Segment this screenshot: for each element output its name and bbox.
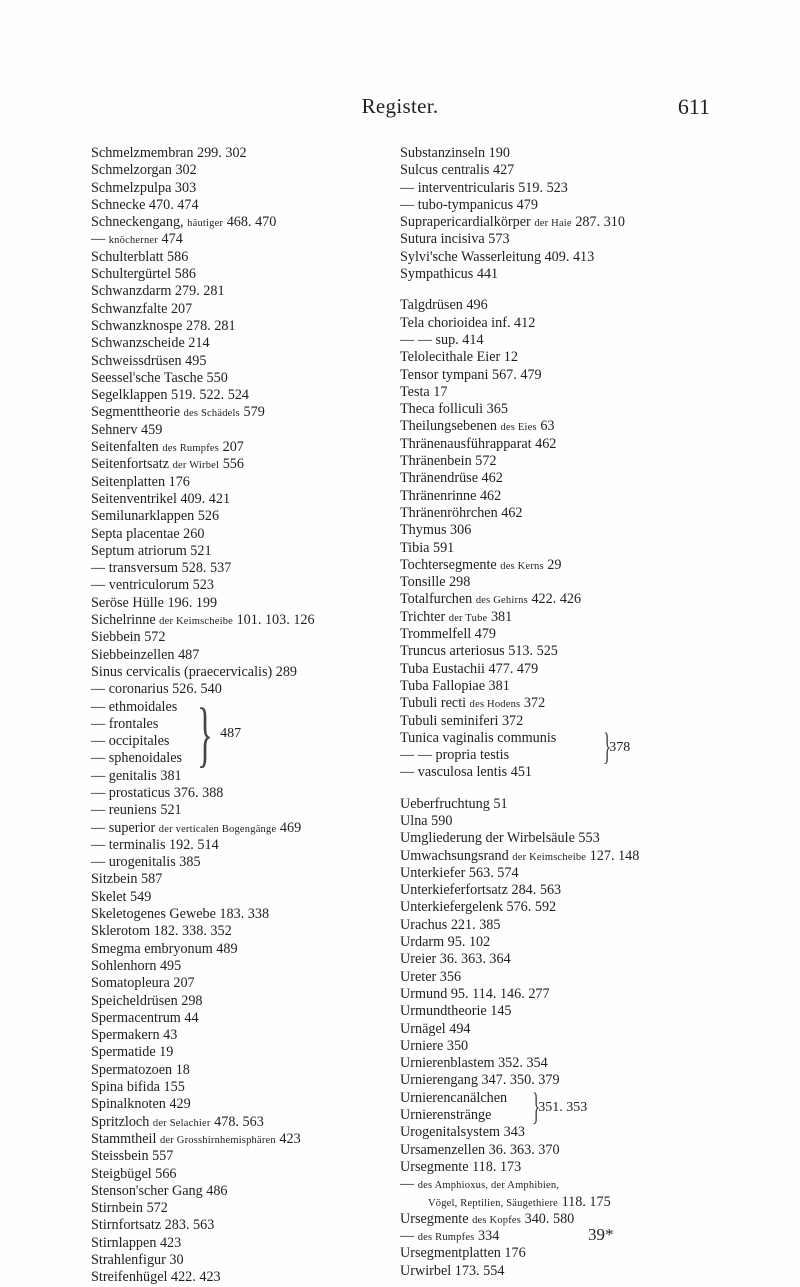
index-entry: Spermacentrum 44 (91, 1009, 199, 1026)
index-entry: Totalfurchen des Gehirns 422. 426 (400, 591, 582, 608)
index-entry: Testa 17 (400, 383, 448, 400)
index-entry: Ureier 36. 363. 364 (400, 951, 511, 968)
index-entry: — frontales (91, 715, 159, 732)
index-entry: Sympathicus 441 (400, 266, 499, 283)
brace-urnieren-group: } 351. 353 (532, 1086, 588, 1129)
index-entry: Urmundtheorie 145 (400, 1003, 512, 1020)
index-entry: — genitalis 381 (91, 767, 182, 784)
index-entry: Substanzinseln 190 (400, 145, 510, 161)
index-entry: Urmund 95. 114. 146. 277 (400, 985, 550, 1002)
index-entry: — transversum 528. 537 (91, 560, 232, 577)
index-entry: Schneckengang, häutiger 468. 470 (91, 214, 277, 231)
index-entry: — terminalis 192. 514 (91, 836, 219, 853)
index-entry: Ureter 356 (400, 968, 462, 985)
index-entry: Urachus 221. 385 (400, 916, 501, 933)
index-entry: Stirnlappen 423 (91, 1234, 182, 1251)
index-entry: Steissbein 557 (91, 1148, 174, 1165)
index-entry: Schmelzpulpa 303 (91, 179, 197, 196)
index-entry: Schmelzorgan 302 (91, 162, 197, 179)
index-entry: Seitenventrikel 409. 421 (91, 490, 231, 507)
page-number: 611 (677, 94, 710, 119)
index-entry: Septum atriorum 521 (91, 542, 212, 559)
index-entry: Urnierenblastem 352. 354 (400, 1055, 548, 1072)
index-entry: Umwachsungsrand der Keimscheibe 127. 148 (400, 847, 640, 864)
index-column-right (400, 145, 740, 1280)
index-entry: Tubuli seminiferi 372 (400, 712, 524, 729)
index-entry: — occipitales (91, 733, 170, 750)
index-entry: Siebbein 572 (91, 629, 166, 646)
index-entry: Theca folliculi 365 (400, 401, 508, 418)
index-entry: Theilungsebenen des Eies 63 (400, 418, 555, 435)
index-entry: Sutura incisiva 573 (400, 231, 510, 248)
index-entry: — prostaticus 376. 388 (91, 784, 224, 801)
index-entry: Thränenausführapparat 462 (400, 435, 557, 452)
index-entry: Urnierencanälchen (400, 1089, 508, 1106)
index-entry: Stirnbein 572 (91, 1200, 168, 1217)
index-entry: — coronarius 526. 540 (91, 681, 222, 698)
index-entry: Spinalknoten 429 (91, 1096, 191, 1113)
index-entry: Schultergürtel 586 (91, 266, 196, 283)
index-entry: Unterkiefergelenk 576. 592 (400, 899, 557, 916)
index-entry: Tibia 591 (400, 539, 455, 556)
index-entry: Urwirbel 173. 554 (400, 1262, 505, 1279)
index-entry: Sylvi'sche Wasserleitung 409. 413 (400, 248, 595, 265)
index-entry: Stammtheil der Grosshirnhemisphären 423 (91, 1130, 301, 1147)
index-entry: Skelet 549 (91, 888, 152, 905)
index-entry: Tuba Eustachii 477. 479 (400, 660, 539, 677)
index-entry: — vasculosa lentis 451 (400, 764, 533, 781)
brace-tunica-group: } 378 (603, 726, 631, 769)
index-entry: Ursegmente 118. 173 (400, 1158, 522, 1175)
index-entry: Septa placentae 260 (91, 525, 205, 542)
index-entry: Speicheldrüsen 298 (91, 992, 203, 1009)
index-entry: Seessel'sche Tasche 550 (91, 369, 228, 386)
index-entry: — tubo-tympanicus 479 (400, 196, 538, 213)
index-entry: Thränenrinne 462 (400, 487, 502, 504)
index-entry: Segmenttheorie des Schädels 579 (91, 404, 265, 421)
index-entry: — — sup. 414 (400, 331, 484, 348)
index-entry: Umgliederung der Wirbelsäule 553 (400, 830, 600, 847)
index-entry: Truncus arteriosus 513. 525 (400, 643, 558, 660)
index-entry: Somatopleura 207 (91, 975, 195, 992)
index-entry: Ursegmente des Kopfes 340. 580 (400, 1210, 575, 1227)
index-entry: Thränenröhrchen 462 (400, 504, 523, 521)
index-entry: — ethmoidales (91, 698, 178, 715)
index-entry: Stirnfortsatz 283. 563 (91, 1217, 215, 1234)
index-entry: Ursegmentplatten 176 (400, 1245, 526, 1262)
index-entry: Urogenitalsystem 343 (400, 1124, 525, 1141)
index-entry: Sohlenhorn 495 (91, 957, 182, 974)
index-entry: — des Rumpfes 334 (400, 1228, 500, 1245)
index-entry: Talgdrüsen 496 (400, 297, 488, 314)
index-entry: Schwanzknospe 278. 281 (91, 317, 236, 334)
index-entry: Trommelfell 479 (400, 626, 497, 643)
signature-mark: 39* (588, 1225, 614, 1244)
brace-page-number: 351. 353 (538, 1099, 588, 1115)
index-entry: Schulterblatt 586 (91, 248, 189, 265)
index-entry: Unterkiefer 563. 574 (400, 864, 519, 881)
index-entry: Steigbügel 566 (91, 1165, 177, 1182)
index-entry: Trichter der Tube 381 (400, 608, 513, 625)
brace-page-number: 378 (609, 739, 631, 755)
index-entry: Spina bifida 155 (91, 1079, 185, 1096)
index-entry: Tochtersegmente des Kerns 29 (400, 556, 562, 573)
index-entry: Schwanzscheide 214 (91, 335, 210, 352)
index-entry: Urnierengang 347. 350. 379 (400, 1072, 560, 1089)
index-entry: Schwanzdarm 279. 281 (91, 283, 225, 300)
index-entry: Segelklappen 519. 522. 524 (91, 387, 250, 404)
index-entry: Thränendrüse 462 (400, 470, 503, 487)
index-entry: Urniere 350 (400, 1037, 469, 1054)
index-entry: Tuba Fallopiae 381 (400, 677, 510, 694)
index-entry: Ursamenzellen 36. 363. 370 (400, 1141, 560, 1158)
index-entry: Spermakern 43 (91, 1027, 178, 1044)
index-entry: Sulcus centralis 427 (400, 162, 515, 179)
index-entry: — des Amphioxus, der Amphibien, (400, 1176, 560, 1193)
index-entry: Semilunarklappen 526 (91, 508, 220, 525)
index-entry: Seitenplatten 176 (91, 473, 190, 490)
index-entry: Streifenhügel 422. 423 (91, 1269, 221, 1286)
index-entry: Schweissdrüsen 495 (91, 352, 207, 369)
index-entry: Skeletogenes Gewebe 183. 338 (91, 906, 270, 923)
index-entry: Spermatozoen 18 (91, 1061, 190, 1078)
index-entry: Ulna 590 (400, 812, 453, 829)
index-entry: Schnecke 470. 474 (91, 196, 199, 213)
brace-sinus-group: } 487 (197, 692, 242, 774)
index-entry: Tela chorioidea inf. 412 (400, 314, 536, 331)
index-entry: — — propria testis (400, 747, 510, 764)
index-entry: Sitzbein 587 (91, 871, 163, 888)
index-entry: Spritzloch der Selachier 478. 563 (91, 1113, 264, 1130)
index-entry: Urdarm 95. 102 (400, 934, 491, 951)
index-column-left (91, 145, 391, 1287)
index-entry: Sehnerv 459 (91, 421, 163, 438)
section-gap (400, 782, 740, 796)
index-entry: Tensor tympani 567. 479 (400, 366, 542, 383)
index-entry: Seitenfortsatz der Wirbel 556 (91, 456, 244, 473)
index-entry: — knöcherner 474 (91, 231, 183, 248)
index-entry: Ueberfruchtung 51 (400, 795, 508, 812)
index-entry: Seitenfalten des Rumpfes 207 (91, 439, 244, 456)
index-entry: — urogenitalis 385 (91, 854, 201, 871)
index-entry: Sinus cervicalis (praecervicalis) 289 (91, 663, 298, 680)
index-entry: Strahlenfigur 30 (91, 1252, 184, 1268)
index-entry: — sphenoidales (91, 750, 183, 767)
index-entry: Tunica vaginalis communis (400, 729, 557, 746)
index-entry: Vögel, Reptilien, Säugethiere 118. 175 (428, 1193, 611, 1210)
index-entry: Tubuli recti des Hodens 372 (400, 695, 546, 712)
index-entry: Suprapericardialkörper der Haie 287. 310 (400, 214, 625, 231)
section-gap (400, 283, 740, 297)
page-header (90, 94, 710, 124)
index-entry: Smegma embryonum 489 (91, 940, 238, 957)
index-entry: Seröse Hülle 196. 199 (91, 594, 218, 611)
index-entry: — reuniens 521 (91, 802, 182, 819)
index-entry: Spermatide 19 (91, 1044, 174, 1061)
index-entry: — interventricularis 519. 523 (400, 179, 568, 196)
index-entry: — ventriculorum 523 (91, 577, 214, 594)
brace-page-number: 487 (220, 725, 242, 741)
index-entry: Tonsille 298 (400, 574, 471, 591)
index-entry: Schwanzfalte 207 (91, 300, 193, 317)
index-entry: Thymus 306 (400, 522, 472, 539)
page-title: Register. (361, 94, 439, 118)
index-entry: Siebbeinzellen 487 (91, 646, 200, 663)
index-entry: Stenson'scher Gang 486 (91, 1182, 228, 1199)
index-entry: Thränenbein 572 (400, 453, 497, 470)
index-entry: Sklerotom 182. 338. 352 (91, 923, 232, 940)
index-entry: — superior der verticalen Bogengänge 469 (91, 819, 302, 836)
index-entry: Telolecithale Eier 12 (400, 349, 518, 366)
index-entry: Urnierenstränge (400, 1107, 492, 1124)
index-entry: Unterkieferfortsatz 284. 563 (400, 882, 562, 899)
index-entry: Urnägel 494 (400, 1020, 471, 1037)
index-entry: Sichelrinne der Keimscheibe 101. 103. 126 (91, 612, 315, 629)
index-entry: Schmelzmembran 299. 302 (91, 145, 247, 161)
